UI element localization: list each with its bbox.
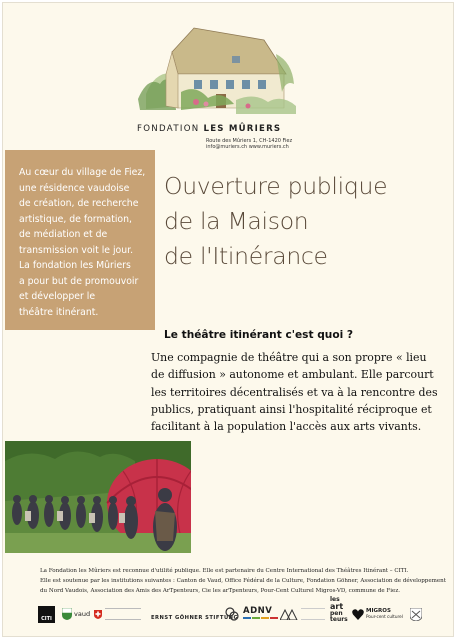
body-line: Une compagnie de théâtre qui a son propre « lieu	[151, 351, 427, 364]
foundation-name-prefix: FONDATION	[137, 124, 200, 134]
citi-logo-mark: CITI	[38, 606, 55, 623]
fiez-logo	[410, 604, 422, 624]
interlocked-logo	[225, 604, 239, 624]
body-line: de diffusion » autonome et ambulant. Elle parcourt	[151, 368, 434, 382]
intro-line: transmission voit le jour.	[19, 244, 134, 256]
title-line: Ouverture publique	[164, 172, 388, 200]
gohner-logo: ERNST GÖHNER STIFTUNG	[151, 615, 239, 621]
intro-line: artistique, de formation,	[19, 213, 132, 225]
intro-line: et développer le	[19, 291, 96, 302]
artpenteurs-logo-text-2: art	[330, 602, 344, 611]
intro-line: La fondation les Mûriers	[19, 260, 131, 271]
body-paragraph	[151, 349, 451, 435]
citi-logo	[38, 604, 55, 624]
migros-logo-text: MIGROS	[366, 608, 391, 614]
footer-line: Elle est soutenue par les institutions suivantes : Canton de Vaud, Office Fédéral de la Culture, Fondation Göhner, Association de développement	[40, 578, 446, 584]
adnv-logo	[243, 602, 278, 622]
intro-line: de création, de recherche	[19, 198, 139, 209]
intro-line: de médiation et de	[19, 229, 108, 240]
triangles-icon	[280, 608, 298, 620]
title-line: de la Maison	[164, 207, 309, 235]
foundation-name	[137, 124, 307, 134]
footer-line: du Nord Vaudois, Association des Amis des ArTpenteurs, Cie les arTpenteurs, Pour-Cent Culturel Migros-VD, commune de Fiez.	[40, 588, 401, 594]
artpenteurs-logo-text-1: les	[330, 596, 340, 603]
intro-line: une résidence vaudoise	[19, 182, 130, 194]
heart-icon	[352, 609, 364, 620]
fiez-shield-icon	[410, 608, 422, 621]
amis-artpenteurs-logo	[280, 604, 325, 624]
foundation-contact: info@muriers.ch www.muriers.ch	[206, 144, 289, 150]
vaud-logo	[62, 604, 90, 624]
footer-line: La Fondation les Mûriers est reconnue d'utilité publique. Elle est partenaire du Centre International des Théâtres Itinérant – CITI.	[40, 568, 409, 574]
event-photo	[5, 441, 191, 553]
page-title	[164, 169, 387, 274]
intro-text	[19, 165, 153, 320]
vaud-shield-icon	[62, 608, 72, 620]
swiss-cross-icon	[94, 610, 102, 619]
foundation-name-main: LES MÛRIERS	[203, 124, 282, 134]
intro-line: a pour but de promouvoir	[19, 275, 139, 287]
artpenteurs-logo	[330, 594, 348, 626]
poster-page	[2, 2, 454, 637]
migros-logo-subtext: Pour-cent culturel	[366, 614, 403, 619]
body-line: publics, pratiquant ainsi l'hospitalité réciproque et	[151, 402, 432, 416]
body-line: les territoires décentralisés et va à la rencontre des	[151, 385, 438, 399]
section-heading: Le théâtre itinérant c'est quoi ?	[164, 329, 354, 341]
knot-icon	[225, 607, 239, 621]
partner-logos	[38, 596, 443, 626]
adnv-logo-text: ADNV	[243, 605, 273, 616]
house-illustration	[136, 14, 301, 122]
swiss-confederation-logo	[94, 604, 141, 624]
title-line: de l'Itinérance	[164, 242, 328, 270]
vaud-logo-text: vaud	[74, 610, 91, 618]
footer-text	[40, 566, 448, 596]
intro-line: théâtre itinérant.	[19, 306, 99, 318]
artpenteurs-logo-text-3: pen	[330, 610, 343, 617]
foundation-address: Route des Mûriers 1, CH-1420 Fiez	[206, 138, 293, 144]
body-line: facilitant à la population l'accès aux arts vivants.	[151, 420, 422, 434]
foundation-logo	[136, 14, 301, 122]
artpenteurs-logo-text-4: teurs	[330, 616, 348, 623]
confederation-text-placeholder	[105, 608, 141, 620]
migros-logo	[352, 604, 403, 624]
intro-line: Au cœur du village de Fiez,	[19, 167, 146, 178]
